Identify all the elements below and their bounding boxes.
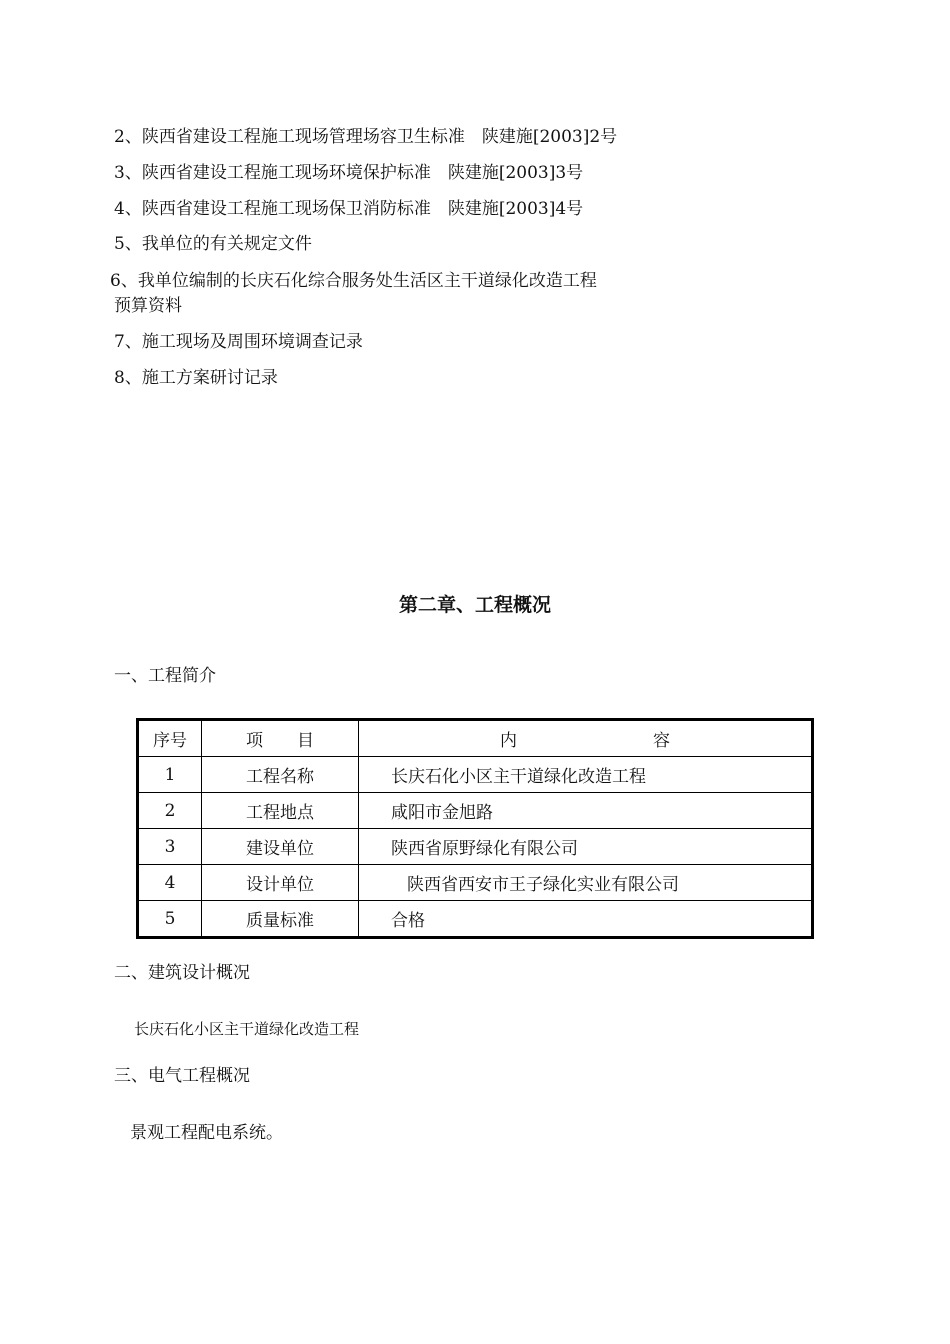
reference-item: 6、我单位编制的长庆石化综合服务处生活区主干道绿化改造工程 (110, 271, 597, 291)
reference-item: 8、施工方案研讨记录 (114, 368, 278, 388)
section-title-intro: 一、工程简介 (114, 666, 216, 686)
table-cell: 工程名称 (202, 757, 359, 793)
table-header-row (138, 720, 813, 757)
reference-item: 4、陕西省建设工程施工现场保卫消防标准 陕建施[2003]4号 (114, 199, 584, 219)
table-row (138, 901, 813, 938)
table-cell: 设计单位 (202, 865, 359, 901)
table-cell: 陕西省西安市王子绿化实业有限公司 (359, 865, 813, 901)
reference-item: 5、我单位的有关规定文件 (114, 234, 312, 254)
section-title-architecture: 二、建筑设计概况 (114, 963, 250, 983)
table-cell: 1 (138, 757, 202, 793)
table-row (138, 793, 813, 829)
table-cell: 陕西省原野绿化有限公司 (359, 829, 813, 865)
reference-item: 7、施工现场及周围环境调查记录 (114, 332, 363, 352)
table-cell: 质量标准 (202, 901, 359, 938)
table-cell: 4 (138, 865, 202, 901)
table-row (138, 829, 813, 865)
table-cell: 2 (138, 793, 202, 829)
table-cell: 5 (138, 901, 202, 938)
table-header-cell: 序号 (138, 720, 202, 757)
table-cell: 3 (138, 829, 202, 865)
chapter-title: 第二章、工程概况 (398, 594, 551, 616)
table-header-cell: 项 目 (202, 720, 359, 757)
project-info-table (136, 718, 814, 939)
section-title-electrical: 三、电气工程概况 (114, 1066, 250, 1086)
table-cell: 工程地点 (202, 793, 359, 829)
reference-item: 3、陕西省建设工程施工现场环境保护标准 陕建施[2003]3号 (114, 163, 584, 183)
reference-item: 2、陕西省建设工程施工现场管理场容卫生标准 陕建施[2003]2号 (114, 127, 618, 147)
section-text-electrical: 景观工程配电系统。 (130, 1123, 283, 1143)
table-row (138, 757, 813, 793)
table-cell: 咸阳市金旭路 (359, 793, 813, 829)
table-header-cell: 内 容 (359, 720, 813, 757)
table-row (138, 865, 813, 901)
table-cell: 建设单位 (202, 829, 359, 865)
table-cell: 长庆石化小区主干道绿化改造工程 (359, 757, 813, 793)
section-text-architecture: 长庆石化小区主干道绿化改造工程 (134, 1020, 360, 1038)
table-cell: 合格 (359, 901, 813, 938)
reference-item-continued: 预算资料 (114, 296, 182, 316)
